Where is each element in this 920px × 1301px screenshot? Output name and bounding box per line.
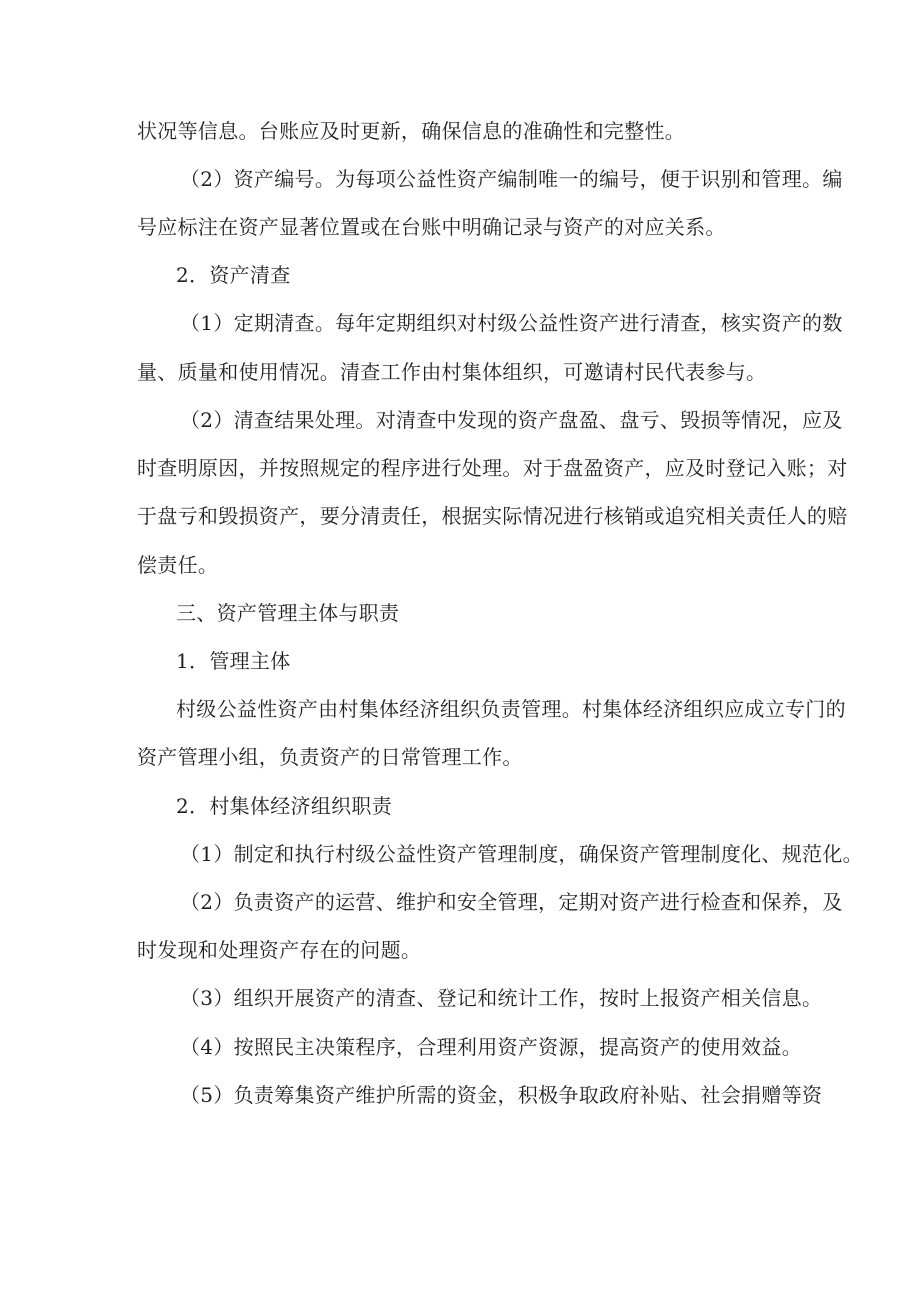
text-line: （3）组织开展资产的清查、登记和统计工作，按时上报资产相关信息。	[180, 986, 823, 1010]
text-line: （2）资产编号。为每项公益性资产编制唯一的编号，便于识别和管理。编	[180, 167, 843, 191]
text-line: 偿责任。	[137, 553, 219, 577]
text-line: 时查明原因，并按照规定的程序进行处理。对于盘盈资产，应及时登记入账；对	[137, 456, 848, 480]
text-line: 号应标注在资产显著位置或在台账中明确记录与资产的对应关系。	[137, 215, 726, 239]
section-heading: 1．管理主体	[176, 649, 291, 673]
text-line: 村级公益性资产由村集体经济组织负责管理。村集体经济组织应成立专门的	[176, 697, 846, 721]
text-line: （2）清查结果处理。对清查中发现的资产盘盈、盘亏、毁损等情况，应及	[180, 408, 843, 432]
text-line: （5）负责筹集资产维护所需的资金，积极争取政府补贴、社会捐赠等资	[180, 1083, 823, 1107]
text-line: （1）定期清查。每年定期组织对村级公益性资产进行清查，核实资产的数	[180, 311, 843, 335]
text-line: （1）制定和执行村级公益性资产管理制度，确保资产管理制度化、规范化。	[180, 842, 863, 866]
text-line: 于盘亏和毁损资产，要分清责任，根据实际情况进行核销或追究相关责任人的赔	[137, 504, 848, 528]
text-line: （4）按照民主决策程序，合理利用资产资源，提高资产的使用效益。	[180, 1035, 803, 1059]
section-heading: 2．资产清查	[176, 263, 291, 287]
section-heading: 2．村集体经济组织职责	[176, 794, 393, 818]
text-line: 资产管理小组，负责资产的日常管理工作。	[137, 745, 523, 769]
text-line: 时发现和处理资产存在的问题。	[137, 938, 422, 962]
text-line: 状况等信息。台账应及时更新，确保信息的准确性和完整性。	[137, 119, 686, 143]
chapter-heading: 三、资产管理主体与职责	[176, 601, 400, 625]
text-line: （2）负责资产的运营、维护和安全管理，定期对资产进行检查和保养，及	[180, 890, 843, 914]
text-line: 量、质量和使用情况。清查工作由村集体组织，可邀请村民代表参与。	[137, 360, 767, 384]
